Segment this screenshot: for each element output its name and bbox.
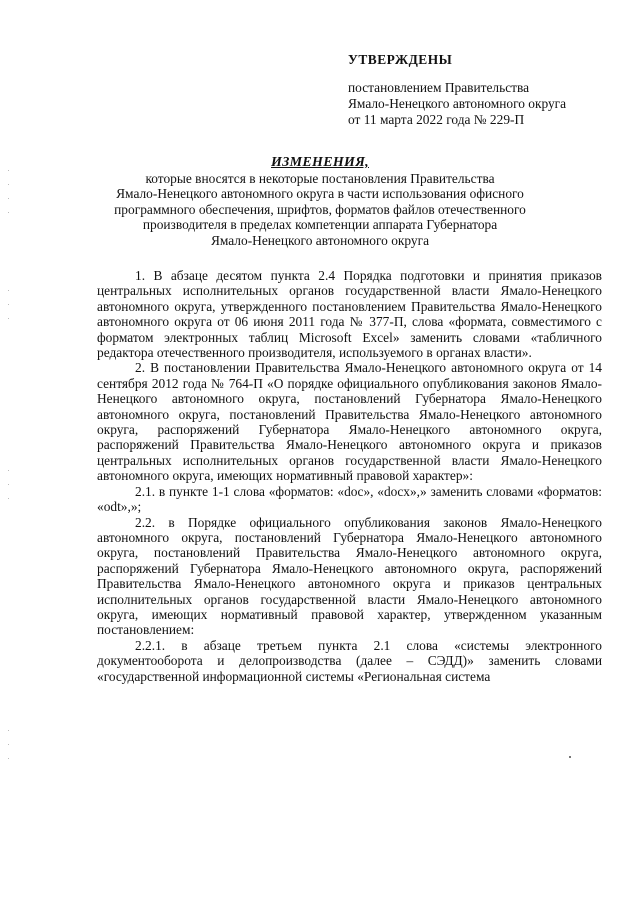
subtitle-line: которые вносятся в некоторые постановления Правительства: [145, 170, 495, 186]
paragraph-1: 1. В абзаце десятом пункта 2.4 Порядка подготовки и принятия приказов центральных исполнительных органов государственной власти Ямало-Ненецкого автономного округа, утвержденного постановлением Правительства Ямало-Ненецкого автономного округа от 06 июня 2011 года № 377-П, слова «формата, совместимого с форматом электронных таблиц Microsoft Excel» заменить словами «табличного редактора отечественного производителя, используемого в органах власти».: [97, 268, 602, 361]
approval-heading: УТВЕРЖДЕНЫ: [348, 52, 453, 67]
document-body: [97, 268, 602, 684]
paragraph-2-2-1: 2.2.1. в абзаце третьем пункта 2.1 слова «системы электронного документооборота и делопроизводства (далее – СЭДД)» заменить словами «государственной информационной системы «Региональная система: [97, 637, 602, 684]
approval-line: постановлением Правительства: [348, 80, 530, 95]
document-title: ИЗМЕНЕНИЯ,: [271, 155, 369, 170]
subtitle-line: производителя в пределах компетенции аппарата Губернатора: [142, 217, 498, 233]
subtitle-line: программного обеспечения, шрифтов, форматов файлов отечественного: [114, 201, 526, 217]
scan-artifact: [569, 756, 571, 758]
scan-margin-marks: [8, 170, 11, 770]
paragraph-2: 2. В постановлении Правительства Ямало-Ненецкого автономного округа от 14 сентября 2012 года № 764-П «О порядке официального опубликования законов Ямало-Ненецкого автономного округа, постановлений Губернатора Ямало-Ненецкого автономного округа, постановлений Правительства Ямало-Ненецкого автономного округа, распоряжений Губернатора Ямало-Ненецкого автономного округа, распоряжений Правительства Ямало-Ненецкого автономного округа и приказов центральных исполнительных органов государственной власти Ямало-Ненецкого автономного округа, имеющих нормативный правовой характер»:: [97, 360, 602, 484]
paragraph-2-2: 2.2. в Порядке официального опубликования законов Ямало-Ненецкого автономного округа, постановлений Губернатора Ямало-Ненецкого автономного округа, постановлений Правительства Ямало-Ненецкого автономного округа, распоряжений Губернатора Ямало-Ненецкого автономного округа, распоряжений Правительства Ямало-Ненецкого автономного округа и приказов центральных исполнительных органов государственной власти Ямало-Ненецкого автономного округа, имеющих нормативный правовой характер, утвержденном указанным постановлением:: [97, 514, 602, 638]
subtitle-line: Ямало-Ненецкого автономного округа в части использования офисного: [116, 186, 524, 202]
approval-line: от 11 марта 2022 года № 229-П: [348, 112, 525, 127]
document-title-block: [80, 155, 560, 249]
paragraph-2-1: 2.1. в пункте 1-1 слова «форматов: «doc», «docx»,» заменить словами «форматов: «odt»,»;: [97, 483, 602, 515]
approval-stamp: [348, 52, 618, 128]
subtitle-line: Ямало-Ненецкого автономного округа: [210, 232, 430, 248]
approval-line: Ямало-Ненецкого автономного округа: [348, 96, 567, 111]
